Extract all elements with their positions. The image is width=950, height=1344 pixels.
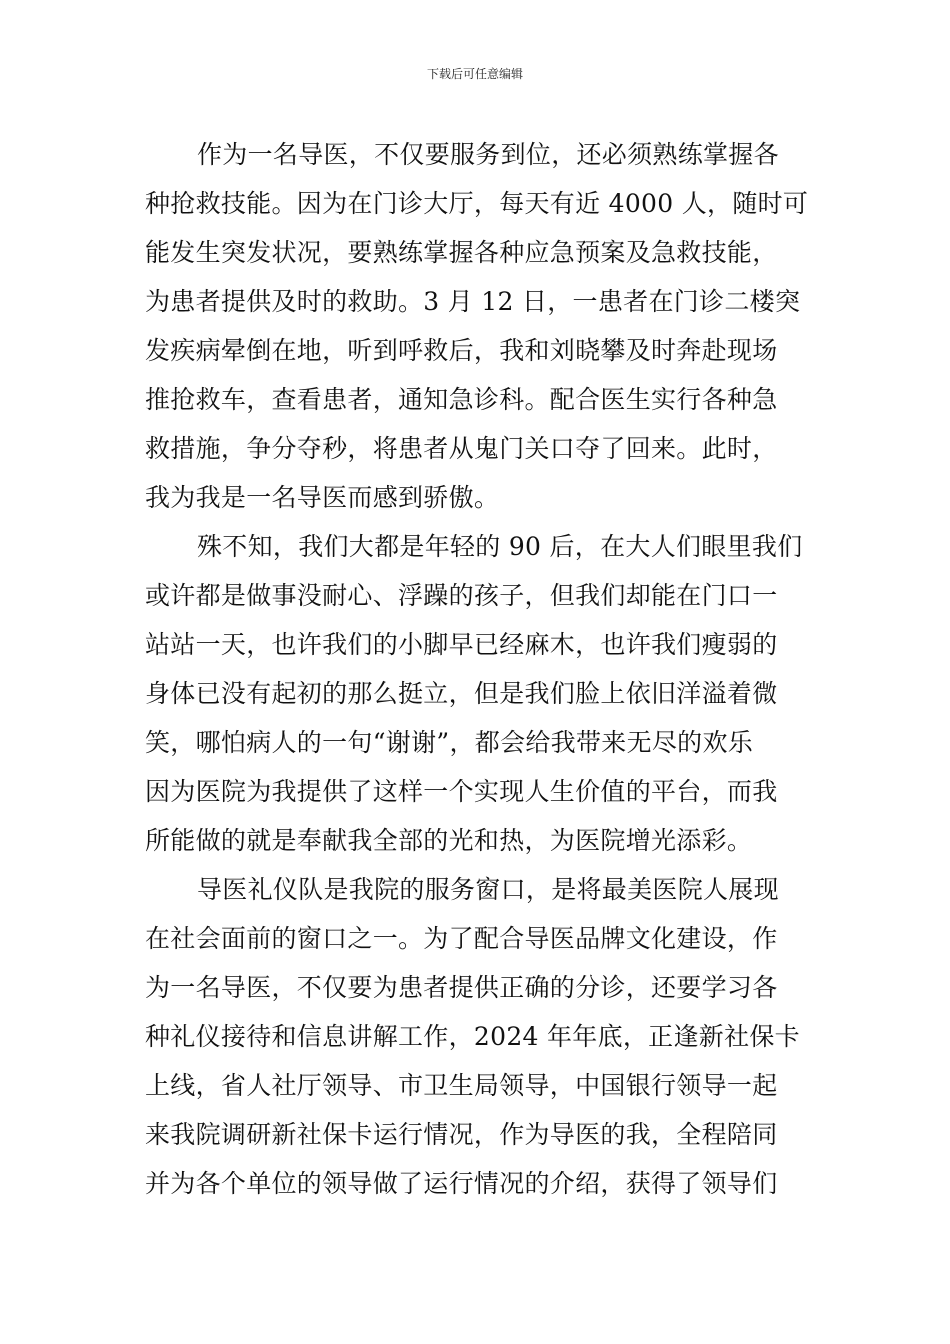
text-line: 因为医院为我提供了这样一个实现人生价值的平台，而我 [145,777,778,806]
text-line: 殊不知，我们大都是年轻的 90 后，在大人们眼里我们 [197,532,803,561]
text-line: 身体已没有起初的那么挺立，但是我们脸上依旧洋溢着微 [145,679,778,708]
text-line: 种抢救技能。因为在门诊大厅，每天有近 4000 人，随时可 [145,189,809,218]
text-line: 推抢救车，查看患者，通知急诊科。配合医生实行各种急 [145,385,778,414]
page-header: 下载后可任意编辑 [426,67,523,81]
text-line: 救措施，争分夺秒，将患者从鬼门关口夺了回来。此时， [145,434,778,463]
text-line: 在社会面前的窗口之一。为了配合导医品牌文化建设，作 [145,924,778,953]
text-line: 站站一天，也许我们的小脚早已经麻木，也许我们瘦弱的 [145,630,778,659]
document-body [145,130,809,1208]
paragraph-1 [145,130,809,522]
text-line: 为患者提供及时的救助。3 月 12 日，一患者在门诊二楼突 [145,287,801,316]
text-line: 上线，省人社厅领导、市卫生局领导，中国银行领导一起 [145,1071,778,1100]
text-line: 或许都是做事没耐心、浮躁的孩子，但我们却能在门口一 [145,581,778,610]
text-line: 所能做的就是奉献我全部的光和热，为医院增光添彩。 [145,826,753,855]
paragraph-2 [145,522,809,865]
text-line: 我为我是一名导医而感到骄傲。 [145,483,500,512]
text-line: 发疾病晕倒在地，听到呼救后，我和刘晓攀及时奔赴现场 [145,336,778,365]
text-line: 笑，哪怕病人的一句“谢谢”，都会给我带来无尽的欢乐 [145,728,754,757]
text-line: 能发生突发状况，要熟练掌握各种应急预案及急救技能， [145,238,778,267]
text-line: 为一名导医，不仅要为患者提供正确的分诊，还要学习各 [145,973,778,1002]
text-line: 来我院调研新社保卡运行情况，作为导医的我，全程陪同 [145,1120,778,1149]
text-line: 并为各个单位的领导做了运行情况的介绍，获得了领导们 [145,1169,778,1198]
text-line: 种礼仪接待和信息讲解工作，2024 年年底，正逢新社保卡 [145,1022,800,1051]
text-line: 导医礼仪队是我院的服务窗口，是将最美医院人展现 [197,875,779,904]
text-line: 作为一名导医，不仅要服务到位，还必须熟练掌握各 [197,140,779,169]
paragraph-3 [145,865,809,1208]
